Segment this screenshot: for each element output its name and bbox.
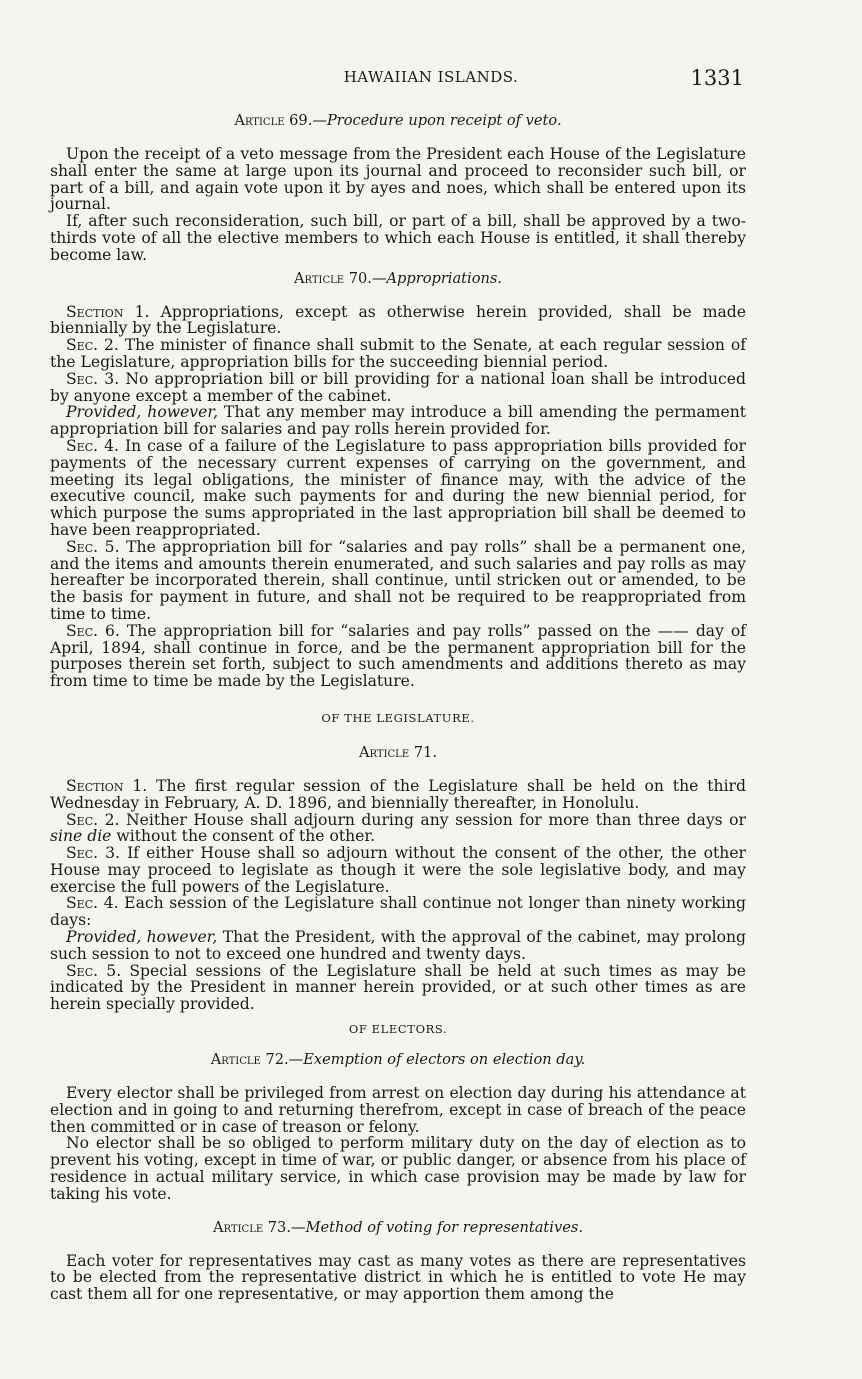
article-71-section-1 (50, 778, 746, 812)
article-72-title: —Exemption of electors on election day. (288, 1051, 586, 1069)
page-header (0, 66, 862, 90)
article-73-title: —Method of voting for representatives. (290, 1218, 583, 1236)
section-label: Sec. 5. (66, 537, 120, 556)
article-73-heading (50, 1219, 746, 1237)
section-label: Sec. 2. (66, 810, 120, 829)
sine-die-text: sine die (50, 827, 112, 846)
section-text: Appropriations, except as otherwise herein provided, shall be made biennially by the Legislature. (50, 302, 746, 338)
article-72-paragraph-1: Every elector shall be privileged from arrest on election day during his attendance at election and in going to and returning therefrom, except in case of breach of the peace then committed or in case of treason or felony. (50, 1084, 746, 1136)
article-72-label: Article 72. (210, 1051, 289, 1069)
article-70-section-3 (50, 371, 746, 405)
article-69-paragraph-2: If, after such reconsideration, such bill, or part of a bill, shall be approved by a two-thirds vote of all the elective members to which each House is entitled, it shall thereby become law. (50, 212, 746, 264)
article-71-section-2 (50, 812, 746, 846)
article-72-paragraph-2: No elector shall be so obliged to perform military duty on the day of election as to prevent his voting, except in time of war, or public danger, or absence from his place of residence in actual military service, in which case provision may be made by law for taking his vote. (50, 1134, 746, 1203)
section-label: Sec. 4. (66, 436, 119, 455)
section-text: The appropriation bill for “salaries and pay rolls” passed on the —— day of April, 1894, shall continue in force, and be the permanent appropriation bill for the purposes therein set forth, subject to such amendments and additions thereto as may from time to time be made by the Legislature. (50, 621, 747, 691)
section-label: Sec. 4. (66, 894, 119, 913)
article-71-section-4 (50, 895, 746, 929)
article-70-section-5 (50, 539, 746, 623)
article-70-heading (50, 270, 746, 288)
article-71-section-5 (50, 963, 746, 1013)
article-71-heading (50, 744, 746, 762)
section-label: Sec. 3. (66, 369, 120, 388)
article-73-label: Article 73. (213, 1218, 291, 1236)
section-label: Sec. 6. (66, 621, 120, 640)
article-69-heading (50, 112, 746, 130)
section-label: Sec. 2. (66, 336, 119, 355)
article-70-title: —Appropriations. (371, 269, 503, 287)
page-number: 1331 (690, 66, 744, 90)
section-text: without the consent of the other. (111, 827, 376, 846)
section-label: Sec. 3. (66, 844, 121, 863)
section-text: The appropriation bill for “salaries and pay rolls” shall be a permanent one, and the items and amounts therein enumerated, and such salaries and pay rolls as may hereafter be incorporated therein, shall continue, until stricken out or amended, to be the basis for payment in future, and shall not be required to be reappropriated from time to time. (50, 537, 746, 623)
article-70-label: Article 70. (293, 269, 372, 287)
proviso-text: That the President, with the approval of the cabinet, may prolong such session to not to exceed one hundred and twenty days. (50, 928, 747, 963)
section-text: Neither House shall adjourn during any session for more than three days or (119, 810, 747, 829)
article-69-paragraph-1: Upon the receipt of a veto message from the President each House of the Legislature shall enter the same at large upon its journal and proceed to reconsider such bill, or part of a bill, and again vote upon it by ayes and noes, which shall be entered upon its journal. (50, 145, 746, 214)
article-70-section-1 (50, 304, 746, 338)
article-71-proviso (50, 929, 746, 963)
article-71-label: Article 71. (359, 743, 437, 761)
section-text: Each session of the Legislature shall continue not longer than ninety working days: (50, 894, 746, 930)
proviso-label: Provided, however, (66, 403, 219, 422)
electors-heading: OF ELECTORS. (348, 1022, 448, 1037)
section-text: The minister of finance shall submit to the Senate, at each regular session of the Legislature, appropriation bills for the succeeding biennial period. (50, 336, 747, 371)
running-head: HAWAIIAN ISLANDS. (343, 68, 519, 86)
article-70-section-4 (50, 438, 746, 539)
document-body (50, 108, 746, 1303)
article-70-section-6 (50, 623, 746, 690)
article-69-label: Article 69. (234, 112, 313, 129)
section-label: Section 1. (66, 776, 148, 795)
section-text: The first regular session of the Legislature shall be held on the third Wednesday in February, A. D. 1896, and biennially thereafter, in Honolulu. (50, 776, 746, 812)
article-70-proviso (50, 404, 746, 438)
proviso-text: That any member may introduce a bill amending the permament appropriation bill for salaries and pay rolls herein provided for. (50, 403, 746, 439)
article-71-section-3 (50, 845, 746, 895)
article-69-title: —Procedure upon receipt of veto. (312, 112, 562, 129)
section-text: If either House shall so adjourn without the consent of the other, the other House may proceed to legislate as though it were the sole legislative body, and may exercise the full powers of the Legislature. (50, 844, 747, 896)
section-label: Section 1. (66, 302, 150, 321)
proviso-label: Provided, however, (66, 928, 218, 947)
section-text: Special sessions of the Legislature shall be held at such times as may be indicated by the President in manner herein provided, or at such other times as are herein specially provided. (50, 961, 746, 1014)
article-72-heading (50, 1051, 746, 1069)
legislature-heading: OF THE LEGISLATURE. (321, 710, 475, 725)
section-text: No appropriation bill or bill providing for a national loan shall be introduced by anyone except a member of the cabinet. (50, 369, 746, 405)
article-70-section-2 (50, 337, 746, 371)
article-73-paragraph-1: Each voter for representatives may cast as many votes as there are representatives to be elected from the representative district in which he is entitled to vote He may cast them all for one representative, or may apportion them among the (50, 1251, 746, 1304)
section-label: Sec. 5. (66, 961, 122, 980)
section-text: In case of a failure of the Legislature to pass appropriation bills provided for payments of the necessary current expenses of carrying on the government, and meeting its legal obligations, the minister of finance may, with the advice of the executive council, make such payments for and during the new biennial period, for which purpose the sums appropriated in the last appropriation bill shall be deemed to have been reappropriated. (50, 436, 747, 539)
